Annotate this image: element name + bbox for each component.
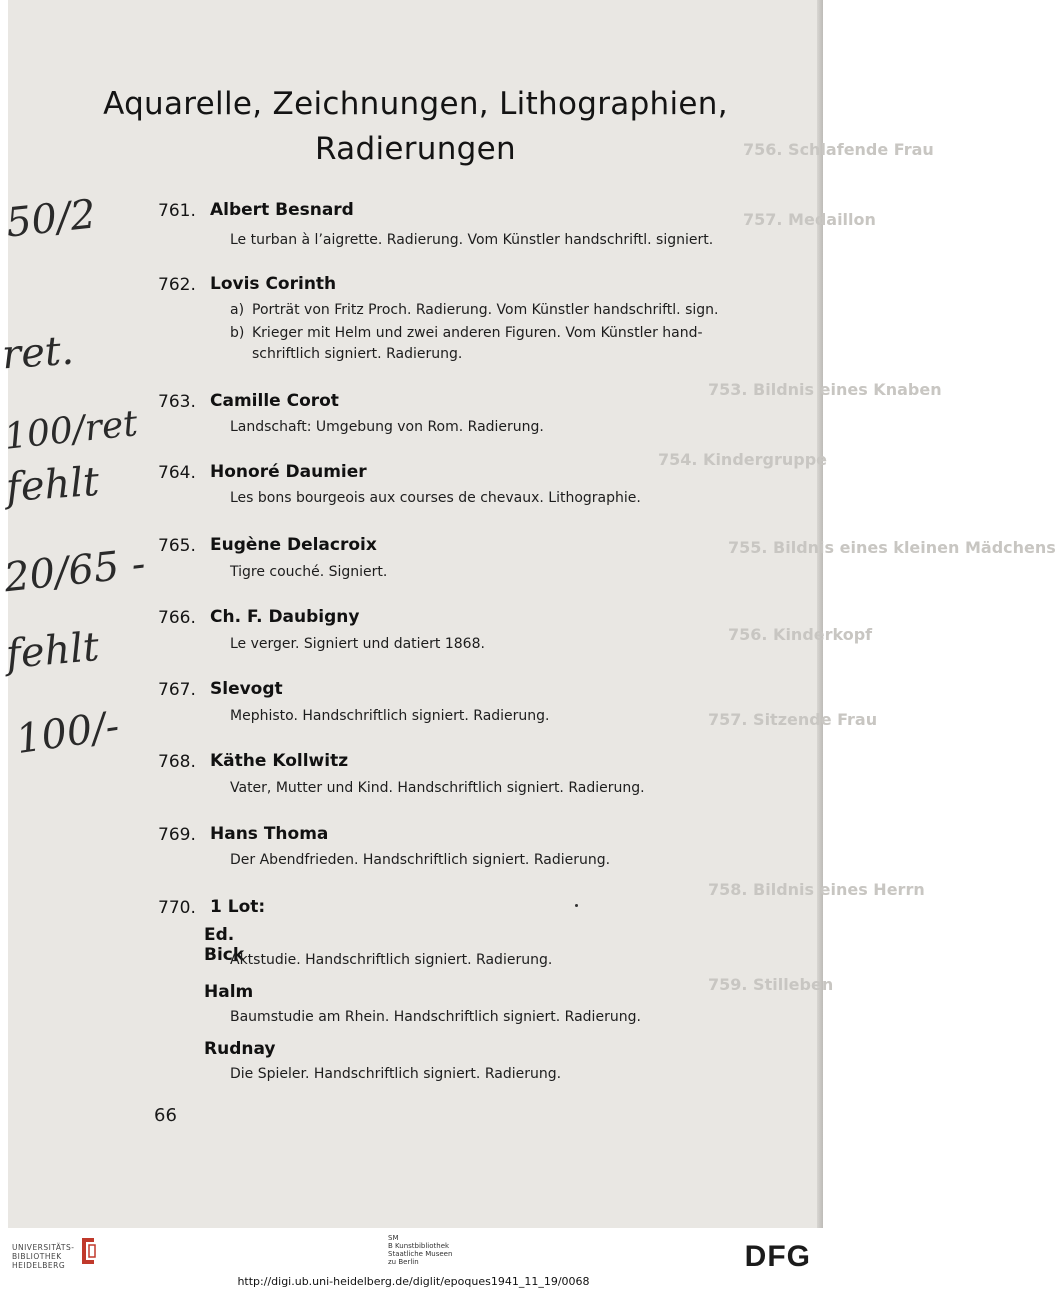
university-line: BIBLIOTHEK: [12, 1252, 62, 1261]
handwritten-note: fehlt: [4, 624, 101, 678]
entry-number: 770.: [158, 898, 196, 918]
entry-number: 765.: [158, 536, 196, 556]
entry-number: 762.: [158, 275, 196, 295]
entry-number: 767.: [158, 680, 196, 700]
digitization-footer: [0, 1228, 827, 1289]
artist-name: Käthe Kollwitz: [210, 751, 349, 771]
library-line: Staatliche Museen: [388, 1250, 453, 1258]
entry-description: Le turban à l’aigrette. Radierung. Vom Künstler handschriftl. signiert.: [230, 232, 714, 248]
show-through-text: 757. Medaillon: [743, 210, 876, 229]
subitem-label: b): [230, 325, 245, 341]
title-line-2: Radierungen: [315, 131, 516, 167]
university-line: UNIVERSITÄTS-: [12, 1243, 75, 1252]
university-library-label: [12, 1243, 74, 1270]
dfg-logo: DFG: [744, 1240, 811, 1273]
artist-name: Slevogt: [210, 679, 283, 699]
lot-artist-name: Halm: [204, 982, 254, 1002]
lot-artist-name: Rudnay: [204, 1039, 276, 1059]
source-url[interactable]: http://digi.ub.uni-heidelberg.de/diglit/epoques1941_11_19/0068: [237, 1275, 590, 1288]
entry-description: Les bons bourgeois aux courses de chevaux. Lithographie.: [230, 490, 641, 506]
entry-number: 764.: [158, 463, 196, 483]
entry-number: 768.: [158, 752, 196, 772]
lot-artist-name: Ed. Bick: [204, 925, 245, 965]
artist-name: Hans Thoma: [210, 824, 329, 844]
page-edge-shadow: [817, 0, 823, 1228]
subitem-label: a): [230, 302, 245, 318]
lot-heading: 1 Lot:: [210, 897, 266, 917]
library-line: B Kunstbibliothek: [388, 1242, 450, 1250]
entry-number: 766.: [158, 608, 196, 628]
artist-name: Albert Besnard: [210, 200, 354, 220]
library-line: zu Berlin: [388, 1258, 419, 1266]
handwritten-note: fehlt: [4, 458, 101, 512]
university-logo-icon: [78, 1236, 98, 1266]
entry-subitem-b: [230, 325, 703, 341]
entry-description: Mephisto. Handschriftlich signiert. Radierung.: [230, 708, 550, 724]
handwritten-note: ret.: [0, 327, 76, 379]
show-through-text: 756. Schlafende Frau: [743, 140, 934, 159]
handwritten-note: 100/ret: [2, 403, 140, 458]
artist-name: Honoré Daumier: [210, 462, 367, 482]
kunstbibliothek-label: [388, 1234, 452, 1266]
entry-number: 763.: [158, 392, 196, 412]
title-line-1: Aquarelle, Zeichnungen, Lithographien,: [103, 86, 728, 122]
entry-subitem-a: [230, 302, 718, 318]
lot-description: Die Spieler. Handschriftlich signiert. Radierung.: [230, 1066, 562, 1082]
entry-description: Le verger. Signiert und datiert 1868.: [230, 636, 485, 652]
entry-description: Tigre couché. Signiert.: [230, 564, 388, 580]
artist-name: Camille Corot: [210, 391, 339, 411]
stray-mark: [575, 904, 578, 907]
show-through-text: 755. Bildnis eines kleinen Mädchens: [728, 538, 1056, 557]
page-number: 66: [154, 1105, 177, 1126]
handwritten-note: 50/2: [3, 191, 98, 247]
show-through-text: 759. Stilleben: [708, 975, 834, 994]
show-through-text: 758. Bildnis eines Herrn: [708, 880, 925, 899]
show-through-text: 756. Kinderkopf: [728, 625, 873, 644]
show-through-text: 754. Kindergruppe: [658, 450, 828, 469]
entry-description: Vater, Mutter und Kind. Handschriftlich signiert. Radierung.: [230, 780, 645, 796]
subitem-text: Porträt von Fritz Proch. Radierung. Vom Künstler handschriftl. sign.: [252, 302, 719, 318]
subitem-text: Krieger mit Helm und zwei anderen Figuren. Vom Künstler hand-: [252, 325, 703, 341]
artist-name: Ch. F. Daubigny: [210, 607, 360, 627]
page-title: [8, 82, 823, 172]
entry-description: Landschaft: Umgebung von Rom. Radierung.: [230, 419, 544, 435]
entry-number: 769.: [158, 825, 196, 845]
artist-name: Lovis Corinth: [210, 274, 337, 294]
entry-description: Der Abendfrieden. Handschriftlich signiert. Radierung.: [230, 852, 611, 868]
show-through-text: 753. Bildnis eines Knaben: [708, 380, 942, 399]
handwritten-note: 100/-: [13, 703, 123, 763]
subitem-continuation: schriftlich signiert. Radierung.: [252, 346, 463, 362]
artist-name: Eugène Delacroix: [210, 535, 377, 555]
handwritten-note: 20/65 -: [1, 540, 148, 602]
entry-number: 761.: [158, 201, 196, 221]
library-line: SM: [388, 1234, 399, 1242]
lot-description: Baumstudie am Rhein. Handschriftlich signiert. Radierung.: [230, 1009, 641, 1025]
lot-description: Aktstudie. Handschriftlich signiert. Radierung.: [230, 952, 553, 968]
university-line: HEIDELBERG: [12, 1261, 66, 1270]
show-through-text: 757. Sitzende Frau: [708, 710, 878, 729]
